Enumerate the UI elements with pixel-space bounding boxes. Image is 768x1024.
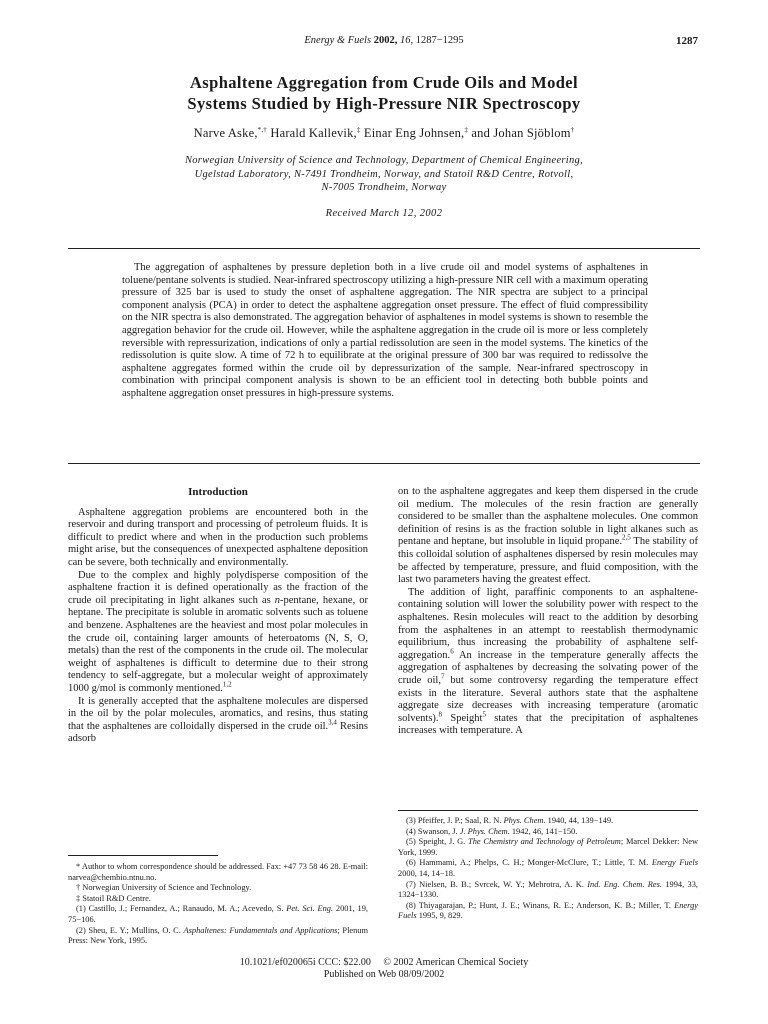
ref5-book: The Chemistry and Technology of Petroleum xyxy=(468,837,621,847)
page-number: 1287 xyxy=(676,35,698,47)
author-2: Harald Kallevik, xyxy=(270,126,357,140)
ref1-a: (1) Castillo, J.; Fernandez, A.; Ranaudo, M. A.; Acevedo, S. xyxy=(76,904,287,914)
author-2-mark: ‡ xyxy=(356,125,361,134)
reference-5 xyxy=(398,837,698,858)
journal-volume: 16, xyxy=(399,35,414,46)
body-column-right xyxy=(398,486,698,738)
publication-date: Published on Web 08/09/2002 xyxy=(323,969,445,980)
reference-1 xyxy=(68,904,368,925)
ref4-a: (4) Swanson, J. xyxy=(406,826,460,836)
ref7-journal: Ind. Eng. Chem. Res. xyxy=(587,879,662,889)
ref2-book: Asphaltenes: Fundamentals and Applications xyxy=(183,925,338,935)
ref7-a: (7) Nielsen, B. B.; Svrcek, W. Y.; Mehrotra, A. K. xyxy=(406,879,588,889)
footer-line-1 xyxy=(0,957,768,969)
footnotes-left xyxy=(68,862,368,947)
p3-text-a: It is generally accepted that the asphaltene molecules are dispersed in the oil by the polar molecules, aromatics, and resins, thus stating that the asphaltenes are colloidally dispersed in the crude oil. xyxy=(68,695,368,732)
title-line-1: Asphaltene Aggregation from Crude Oils and Model xyxy=(189,73,579,92)
ref6-b: 2000, 14, 14−18. xyxy=(398,868,456,878)
ref5-b: ; Marcel Dekker: New York, 1999. xyxy=(398,837,699,857)
abstract-top-rule xyxy=(68,248,700,249)
reference-6 xyxy=(398,858,698,879)
journal-year: 2002, xyxy=(373,35,398,46)
ref4-journal: J. Phys. Chem. xyxy=(459,826,510,836)
affiliation xyxy=(0,154,768,195)
p2-citation: 1,2 xyxy=(222,680,232,689)
c2p1-text-a: on to the asphaltene aggregates and keep them dispersed in the crude oil medium. The molecules of the resin fraction are generally considered to be smaller than the asphaltene molecules. One common definition of resins is as the fraction soluble in light alkanes such as pentane and heptane, but insoluble in liquid propane. xyxy=(398,486,698,548)
footnotes-right xyxy=(398,816,698,922)
affiliation-line-3: N-7005 Trondheim, Norway xyxy=(321,182,447,193)
ref1-journal: Pet. Sci. Eng. xyxy=(286,904,334,914)
c2p2-citation-3: 8 xyxy=(438,710,443,719)
running-header xyxy=(0,35,768,46)
footnote-rule-left xyxy=(68,855,218,856)
ref5-a: (5) Speight, J. G. xyxy=(406,837,469,847)
ref8-a: (8) Thiyagarajan, P.; Hunt, J. E.; Winans, R. E.; Anderson, K. B.; Miller, T. xyxy=(406,900,675,910)
title-line-2: Systems Studied by High-Pressure NIR Spectroscopy xyxy=(187,94,581,113)
author-list xyxy=(0,126,768,141)
reference-7 xyxy=(398,880,698,901)
ref6-a: (6) Hammami, A.; Phelps, C. H.; Monger-McClure, T.; Little, T. M. xyxy=(406,858,652,868)
body-column-left xyxy=(68,486,368,746)
affiliation-note-dagger: † Norwegian University of Science and Technology. xyxy=(76,883,252,893)
reference-8 xyxy=(398,901,698,922)
c2p2-citation-2: 7 xyxy=(440,672,445,681)
journal-pages: 1287−1295 xyxy=(415,35,464,46)
footnote-rule-right xyxy=(398,810,698,811)
ref1-b: 2001, 19, 75−106. xyxy=(68,904,368,924)
section-heading-introduction: Introduction xyxy=(188,486,248,498)
ref2-a: (2) Sheu, E. Y.; Mullins, O. C. xyxy=(76,925,184,935)
affiliation-line-1: Norwegian University of Science and Technology, Department of Chemical Engineering, xyxy=(184,155,584,166)
c2p1-text-b: The stability of this colloidal solution of asphaltenes dispersed by resin molecules may be affected by temperature, pressure, and fluid composition, with the last two parameters having the greatest effect. xyxy=(398,536,699,586)
p3-citation: 3,4 xyxy=(328,718,337,727)
copyright-notice: © 2002 American Chemical Society xyxy=(383,957,529,968)
ref8-journal: Energy Fuels xyxy=(398,900,698,921)
p2-text-b: -pentane, hexane, or heptane. The precipitate is soluble in aromatic solvents such as toluene and benzene. Asphaltenes are the heaviest and most polar molecules in the crude oil, containing larger amounts of heteroatoms (N, S, O, metals) than the rest of the components in the crude oil. The molecular weight of asphaltenes is difficult to determine due to their strong tendency to self-aggregate, but a molecular weight of approximately 1000 g/mol is commonly mentioned. xyxy=(68,594,368,694)
page-footer xyxy=(0,957,768,981)
ref2-b: ; Plenum Press: New York, 1995. xyxy=(68,925,369,946)
ref7-b: 1994, 33, 1324−1330. xyxy=(398,879,699,900)
intro-paragraph-1: Asphaltene aggregation problems are encountered both in the reservoir and during transport and processing of petroleum fluids. It is difficult to predict where and when in the production such problems might arise, but the consequences of unexpected asphaltene deposition can be severe, both technically and environmentally. xyxy=(68,506,368,568)
affiliation-line-2: Ugelstad Laboratory, N-7491 Trondheim, Norway, and Statoil R&D Centre, Rotvoll, xyxy=(194,168,574,180)
ref8-b: 1995, 9, 829. xyxy=(416,911,463,921)
received-date: Received March 12, 2002 xyxy=(325,208,443,219)
author-1: Narve Aske, xyxy=(193,126,258,140)
c2p2-text-d: Speight xyxy=(442,712,483,724)
p2-text-a: Due to the complex and highly polydisperse composition of the asphaltene fraction it is defined operationally as the fraction of the crude oil precipitating in light alkanes such as xyxy=(68,569,368,606)
c2p2-text-b: An increase in the temperature generally affects the aggregation of asphaltenes by decreasing the solvating power of the crude oil, xyxy=(398,649,698,686)
doi-and-price: 10.1021/ef020065i CCC: $22.00 xyxy=(239,957,371,968)
c2p2-citation-1: 6 xyxy=(450,647,454,656)
abstract-bottom-rule xyxy=(68,463,700,464)
author-3-mark: ‡ xyxy=(464,125,469,134)
ref3-a: (3) Pfeiffer, J. P.; Saal, R. N. xyxy=(406,816,504,825)
journal-name: Energy & Fuels xyxy=(304,35,372,46)
reference-2 xyxy=(68,926,368,947)
c2p2-text-c: but some controversy regarding the temperature effect exists in the literature. Several authors state that the asphaltene aggregate size decreases with increasing temperature (aromatic solvents). xyxy=(398,674,699,724)
intro-paragraph-4 xyxy=(398,587,698,738)
p2-italic-n: n xyxy=(274,594,281,606)
intro-paragraph-3 xyxy=(68,696,368,746)
ref6-journal: Energy Fuels xyxy=(651,858,698,868)
ref3-journal: Phys. Chem. xyxy=(503,816,546,825)
author-4-mark: † xyxy=(570,125,575,134)
c2p2-text-a: The addition of light, paraffinic components to an asphaltene-containing solution will lower the solubility power with respect to the asphaltenes. Resin molecules will react to the addition by desorbing from the asphaltenes in an attempt to reestablish thermodynamic equilibrium, thus increasing the probability of asphaltene self-aggregation. xyxy=(398,586,698,661)
reference-3 xyxy=(398,816,698,827)
author-1-mark: *,† xyxy=(257,125,268,134)
abstract: The aggregation of asphaltenes by pressure depletion both in a live crude oil and model systems of asphaltenes in toluene/pentane solvents is studied. Near-infrared spectroscopy utilizing a high-pressure NIR cell with a maximum operating pressure of 325 bar is used to study the onset of asphaltene aggregation. The NIR spectra are subject to a principal component analysis (PCA) in order to detect the asphaltene aggregation onset pressure. The effect of fluid compressibility on the NIR spectra is also demonstrated. The aggregation behavior of asphaltenes in model systems is shown to resemble the aggregation behavior for the crude oil. However, while the asphaltene aggregation in the crude oil is more or less completely reversible with repressurization, indications of only a partial redissolution are seen in the model systems. The kinetics of the redissolution is quite slow. A time of 72 h to equilibrate at the original pressure of 300 bar was required to redissolve the asphaltene aggregates formed within the crude oil by depressurization of the sample. Near-infrared spectroscopy in combination with principal component analysis is shown to be an efficient tool in detecting both bubble points and asphaltene aggregation onset pressures in high-pressure systems. xyxy=(122,262,648,399)
affiliation-note-ddagger: ‡ Statoil R&D Centre. xyxy=(76,893,151,903)
reference-4 xyxy=(398,827,698,838)
intro-continued-paragraph xyxy=(398,486,698,587)
author-3: Einar Eng Johnsen, xyxy=(363,126,465,140)
c2p2-citation-4: 5 xyxy=(482,710,486,719)
correspondence-note: * Author to whom correspondence should be addressed. Fax: +47 73 58 46 28. E-mail: narvea@chembio.ntnu.no. xyxy=(68,862,368,882)
article-title xyxy=(0,72,768,114)
c2p1-citation: 2,5 xyxy=(622,533,631,542)
ref4-b: 1942, 46, 141−150. xyxy=(509,826,578,836)
p3-text-b: Resins adsorb xyxy=(68,720,368,745)
c2p2-text-e: states that the precipitation of asphaltenes increases with temperature. A xyxy=(398,712,698,737)
intro-paragraph-2 xyxy=(68,570,368,696)
author-4: and Johan Sjöblom xyxy=(471,126,571,140)
ref3-b: 1940, 44, 139−149. xyxy=(545,816,614,825)
